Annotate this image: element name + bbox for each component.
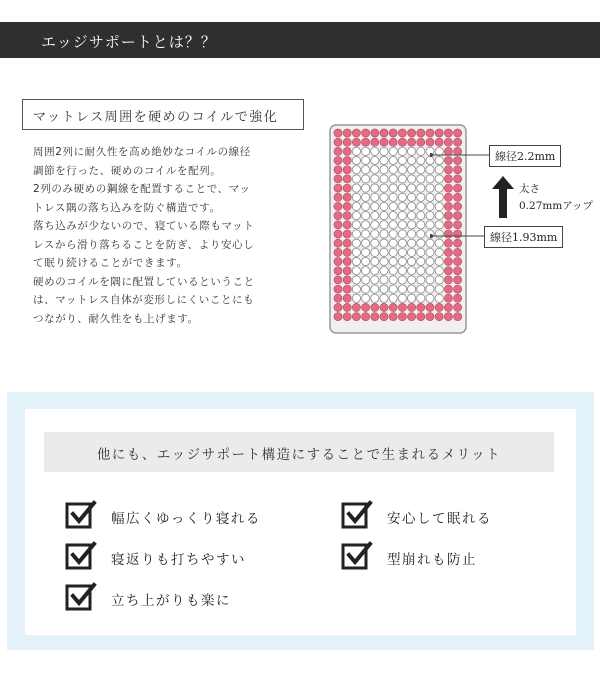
edge-coil bbox=[362, 138, 370, 146]
edge-coil bbox=[343, 156, 351, 164]
inner-coil bbox=[408, 230, 416, 238]
inner-coil bbox=[398, 248, 406, 256]
edge-coil bbox=[417, 129, 425, 137]
edge-coil bbox=[454, 138, 462, 146]
body-line: つながり、耐久性をも上げます。 bbox=[33, 312, 199, 325]
inner-coil bbox=[408, 212, 416, 220]
inner-coil bbox=[352, 239, 360, 247]
inner-coil bbox=[352, 257, 360, 265]
edge-coil bbox=[435, 138, 443, 146]
inner-coil bbox=[426, 248, 434, 256]
inner-coil bbox=[380, 239, 388, 247]
inner-coil bbox=[398, 166, 406, 174]
edge-coil bbox=[362, 313, 370, 321]
inner-coil bbox=[408, 193, 416, 201]
inner-coil bbox=[371, 230, 379, 238]
inner-coil bbox=[398, 184, 406, 192]
inner-coil bbox=[398, 193, 406, 201]
merit-card bbox=[25, 409, 576, 635]
inner-coil bbox=[389, 156, 397, 164]
edge-coil bbox=[380, 129, 388, 137]
edge-coil bbox=[334, 193, 342, 201]
edge-coil bbox=[334, 248, 342, 256]
merit-label: 立ち上がりも楽に bbox=[111, 593, 231, 609]
inner-coil bbox=[389, 257, 397, 265]
edge-coil bbox=[371, 313, 379, 321]
inner-coil bbox=[371, 156, 379, 164]
inner-coil bbox=[408, 285, 416, 293]
note-line2: 0.27mmアップ bbox=[519, 200, 594, 212]
edge-coil bbox=[343, 193, 351, 201]
checkbox-checked-icon bbox=[65, 540, 97, 572]
inner-coil bbox=[380, 166, 388, 174]
subtitle-box bbox=[22, 99, 304, 130]
edge-coil bbox=[454, 294, 462, 302]
inner-coil bbox=[408, 166, 416, 174]
edge-coil bbox=[454, 248, 462, 256]
inner-coil bbox=[417, 230, 425, 238]
inner-coil bbox=[389, 202, 397, 210]
inner-coil bbox=[352, 267, 360, 275]
note-line1: 太さ bbox=[519, 183, 540, 195]
edge-coil bbox=[352, 138, 360, 146]
merit-label: 型崩れも防止 bbox=[387, 552, 477, 568]
body-line: 落ち込みが少ないので、寝ている際もマット bbox=[33, 220, 255, 232]
leader-lines bbox=[430, 147, 492, 247]
body-line: トレス隅の落ち込みを防ぐ構造です。 bbox=[33, 201, 221, 214]
edge-coil bbox=[334, 239, 342, 247]
inner-coil bbox=[362, 175, 370, 183]
inner-coil bbox=[352, 294, 360, 302]
edge-coil bbox=[343, 313, 351, 321]
inner-coil bbox=[417, 184, 425, 192]
edge-coil bbox=[417, 138, 425, 146]
edge-coil bbox=[334, 303, 342, 311]
merit-label: 幅広くゆっくり寝れる bbox=[111, 511, 261, 527]
inner-coil bbox=[371, 239, 379, 247]
inner-coil bbox=[389, 175, 397, 183]
inner-coil bbox=[398, 202, 406, 210]
inner-coil bbox=[417, 257, 425, 265]
edge-coil bbox=[343, 184, 351, 192]
edge-coil bbox=[343, 239, 351, 247]
edge-coil bbox=[444, 257, 452, 265]
inner-coil bbox=[408, 175, 416, 183]
edge-coil bbox=[334, 129, 342, 137]
inner-coil bbox=[408, 239, 416, 247]
edge-coil bbox=[334, 285, 342, 293]
inner-coil bbox=[380, 248, 388, 256]
inner-coil bbox=[426, 276, 434, 284]
header-title: エッジサポートとは？？ bbox=[41, 33, 217, 51]
edge-coil bbox=[334, 230, 342, 238]
edge-coil bbox=[454, 276, 462, 284]
inner-coil bbox=[362, 202, 370, 210]
inner-coil bbox=[417, 267, 425, 275]
merit-title: 他にも、エッジサポート構造にすることで生まれるメリット bbox=[96, 447, 502, 463]
inner-coil bbox=[435, 248, 443, 256]
body-line: レスから滑り落ちることを防ぎ、より安心し bbox=[33, 238, 255, 251]
edge-coil bbox=[334, 184, 342, 192]
inner-coil bbox=[398, 239, 406, 247]
edge-coil bbox=[343, 294, 351, 302]
subtitle: マットレス周囲を硬めのコイルで強化 bbox=[33, 110, 279, 125]
inner-coil bbox=[408, 248, 416, 256]
inner-coil bbox=[371, 147, 379, 155]
inner-coil bbox=[371, 212, 379, 220]
edge-coil bbox=[343, 175, 351, 183]
inner-coil bbox=[380, 193, 388, 201]
inner-coil bbox=[371, 193, 379, 201]
edge-coil bbox=[454, 129, 462, 137]
edge-coil bbox=[334, 257, 342, 265]
edge-coil bbox=[408, 129, 416, 137]
outer-wire-label: 線径2.2mm bbox=[489, 145, 561, 167]
edge-coil bbox=[426, 303, 434, 311]
edge-coil bbox=[398, 313, 406, 321]
inner-coil bbox=[389, 166, 397, 174]
inner-coil bbox=[417, 166, 425, 174]
inner-coil bbox=[417, 156, 425, 164]
edge-coil bbox=[408, 138, 416, 146]
inner-coil bbox=[417, 294, 425, 302]
inner-coil bbox=[398, 175, 406, 183]
edge-coil bbox=[334, 267, 342, 275]
edge-coil bbox=[398, 129, 406, 137]
edge-coil bbox=[343, 166, 351, 174]
edge-coil bbox=[444, 267, 452, 275]
edge-coil bbox=[389, 303, 397, 311]
inner-coil bbox=[389, 239, 397, 247]
edge-coil bbox=[343, 221, 351, 229]
inner-coil bbox=[398, 267, 406, 275]
edge-coil bbox=[343, 230, 351, 238]
edge-coil bbox=[371, 303, 379, 311]
inner-coil bbox=[362, 166, 370, 174]
inner-coil bbox=[362, 267, 370, 275]
edge-coil bbox=[444, 285, 452, 293]
edge-coil bbox=[352, 303, 360, 311]
edge-coil bbox=[334, 166, 342, 174]
inner-coil bbox=[380, 267, 388, 275]
inner-coil bbox=[408, 267, 416, 275]
edge-coil bbox=[398, 138, 406, 146]
edge-coil bbox=[343, 147, 351, 155]
inner-coil bbox=[362, 147, 370, 155]
inner-coil bbox=[389, 285, 397, 293]
inner-coil bbox=[408, 184, 416, 192]
edge-coil bbox=[444, 313, 452, 321]
edge-coil bbox=[417, 313, 425, 321]
inner-coil bbox=[398, 156, 406, 164]
inner-coil bbox=[417, 285, 425, 293]
inner-coil bbox=[362, 212, 370, 220]
inner-coil bbox=[417, 276, 425, 284]
checkbox-checked-icon bbox=[65, 581, 97, 613]
inner-coil bbox=[435, 276, 443, 284]
edge-coil bbox=[343, 276, 351, 284]
inner-coil bbox=[435, 285, 443, 293]
edge-coil bbox=[362, 303, 370, 311]
edge-coil bbox=[444, 248, 452, 256]
edge-coil bbox=[435, 313, 443, 321]
inner-coil bbox=[417, 147, 425, 155]
edge-coil bbox=[444, 294, 452, 302]
inner-coil bbox=[371, 184, 379, 192]
edge-coil bbox=[334, 294, 342, 302]
inner-coil bbox=[417, 221, 425, 229]
edge-coil bbox=[343, 248, 351, 256]
edge-coil bbox=[334, 138, 342, 146]
edge-coil bbox=[444, 276, 452, 284]
inner-coil bbox=[417, 248, 425, 256]
body-line: 2列のみ硬めの鋼線を配置することで、マッ bbox=[33, 183, 251, 195]
inner-coil bbox=[380, 257, 388, 265]
inner-coil bbox=[362, 221, 370, 229]
inner-coil bbox=[362, 276, 370, 284]
body-line: て眠り続けることができます。 bbox=[33, 257, 188, 269]
inner-coil bbox=[352, 156, 360, 164]
inner-coil bbox=[371, 221, 379, 229]
inner-coil bbox=[380, 294, 388, 302]
body-line: 硬めのコイルを隅に配置しているということ bbox=[33, 275, 255, 288]
edge-coil bbox=[343, 138, 351, 146]
inner-coil bbox=[362, 156, 370, 164]
inner-coil bbox=[371, 175, 379, 183]
edge-coil bbox=[362, 129, 370, 137]
inner-coil bbox=[352, 230, 360, 238]
inner-coil bbox=[417, 193, 425, 201]
inner-coil bbox=[408, 257, 416, 265]
inner-coil bbox=[380, 156, 388, 164]
inner-coil bbox=[389, 212, 397, 220]
thickness-note bbox=[519, 181, 593, 215]
edge-coil bbox=[408, 313, 416, 321]
inner-coil bbox=[426, 267, 434, 275]
merit-title-bar bbox=[44, 432, 554, 472]
edge-coil bbox=[435, 129, 443, 137]
inner-coil bbox=[371, 294, 379, 302]
inner-coil bbox=[426, 285, 434, 293]
edge-coil bbox=[371, 138, 379, 146]
inner-coil bbox=[389, 193, 397, 201]
checkbox-checked-icon bbox=[65, 499, 97, 531]
inner-coil bbox=[380, 147, 388, 155]
inner-coil bbox=[380, 285, 388, 293]
body-line: 周囲2列に耐久性を高め絶妙なコイルの線径 bbox=[33, 146, 251, 158]
inner-coil bbox=[380, 212, 388, 220]
edge-coil bbox=[454, 267, 462, 275]
inner-coil bbox=[398, 221, 406, 229]
edge-coil bbox=[334, 156, 342, 164]
inner-coil bbox=[398, 276, 406, 284]
inner-coil bbox=[408, 156, 416, 164]
inner-coil bbox=[380, 230, 388, 238]
edge-coil bbox=[343, 129, 351, 137]
edge-coil bbox=[426, 138, 434, 146]
checkbox-checked-icon bbox=[341, 540, 373, 572]
inner-coil bbox=[362, 285, 370, 293]
inner-coil bbox=[389, 184, 397, 192]
inner-coil bbox=[352, 193, 360, 201]
inner-coil bbox=[352, 175, 360, 183]
edge-coil bbox=[444, 129, 452, 137]
edge-coil bbox=[408, 303, 416, 311]
inner-coil bbox=[380, 184, 388, 192]
inner-coil bbox=[362, 294, 370, 302]
edge-coil bbox=[380, 138, 388, 146]
inner-coil bbox=[408, 202, 416, 210]
inner-coil bbox=[352, 184, 360, 192]
edge-coil bbox=[334, 221, 342, 229]
inner-coil bbox=[371, 257, 379, 265]
inner-coil bbox=[352, 147, 360, 155]
inner-coil bbox=[371, 248, 379, 256]
inner-coil bbox=[417, 212, 425, 220]
edge-coil bbox=[343, 257, 351, 265]
section-header bbox=[0, 22, 600, 58]
edge-coil bbox=[371, 129, 379, 137]
inner-coil bbox=[426, 294, 434, 302]
inner-wire-label: 線径1.93mm bbox=[484, 226, 563, 248]
inner-coil bbox=[380, 221, 388, 229]
inner-coil bbox=[389, 248, 397, 256]
edge-coil bbox=[389, 138, 397, 146]
inner-coil bbox=[435, 294, 443, 302]
edge-coil bbox=[435, 303, 443, 311]
body-line: 調節を行った、硬めのコイルを配列。 bbox=[33, 164, 222, 177]
inner-coil bbox=[408, 276, 416, 284]
edge-coil bbox=[343, 285, 351, 293]
edge-coil bbox=[444, 138, 452, 146]
inner-coil bbox=[398, 147, 406, 155]
merit-label: 安心して眠れる bbox=[387, 511, 492, 527]
edge-coil bbox=[334, 202, 342, 210]
edge-coil bbox=[454, 303, 462, 311]
inner-coil bbox=[380, 202, 388, 210]
inner-coil bbox=[389, 230, 397, 238]
inner-coil bbox=[371, 202, 379, 210]
body-text bbox=[33, 143, 303, 328]
edge-coil bbox=[334, 313, 342, 321]
inner-coil bbox=[417, 202, 425, 210]
edge-coil bbox=[444, 303, 452, 311]
edge-coil bbox=[426, 313, 434, 321]
edge-coil bbox=[398, 303, 406, 311]
inner-coil bbox=[389, 147, 397, 155]
edge-coil bbox=[352, 313, 360, 321]
inner-coil bbox=[389, 267, 397, 275]
inner-coil bbox=[352, 166, 360, 174]
inner-coil bbox=[435, 257, 443, 265]
checkbox-checked-icon bbox=[341, 499, 373, 531]
inner-coil bbox=[371, 166, 379, 174]
inner-coil bbox=[362, 184, 370, 192]
edge-coil bbox=[454, 257, 462, 265]
inner-coil bbox=[352, 212, 360, 220]
inner-coil bbox=[352, 202, 360, 210]
edge-coil bbox=[334, 212, 342, 220]
inner-coil bbox=[362, 230, 370, 238]
inner-coil bbox=[398, 294, 406, 302]
inner-coil bbox=[408, 221, 416, 229]
inner-coil bbox=[408, 147, 416, 155]
edge-coil bbox=[380, 313, 388, 321]
inner-coil bbox=[371, 267, 379, 275]
inner-coil bbox=[352, 285, 360, 293]
inner-coil bbox=[408, 294, 416, 302]
edge-coil bbox=[334, 276, 342, 284]
inner-coil bbox=[380, 175, 388, 183]
edge-coil bbox=[417, 303, 425, 311]
inner-coil bbox=[417, 239, 425, 247]
inner-coil bbox=[371, 285, 379, 293]
body-line: は、マットレス自体が変形しにくいことにも bbox=[33, 294, 255, 306]
edge-coil bbox=[343, 303, 351, 311]
edge-coil bbox=[343, 202, 351, 210]
inner-coil bbox=[389, 294, 397, 302]
inner-coil bbox=[389, 221, 397, 229]
inner-coil bbox=[362, 257, 370, 265]
inner-coil bbox=[398, 212, 406, 220]
edge-coil bbox=[389, 313, 397, 321]
inner-coil bbox=[352, 221, 360, 229]
edge-coil bbox=[334, 175, 342, 183]
edge-coil bbox=[343, 212, 351, 220]
edge-coil bbox=[334, 147, 342, 155]
edge-coil bbox=[352, 129, 360, 137]
edge-coil bbox=[454, 285, 462, 293]
inner-coil bbox=[362, 248, 370, 256]
merit-label: 寝返りも打ちやすい bbox=[111, 552, 246, 568]
inner-coil bbox=[398, 285, 406, 293]
inner-coil bbox=[398, 257, 406, 265]
edge-coil bbox=[426, 129, 434, 137]
inner-coil bbox=[380, 276, 388, 284]
inner-coil bbox=[389, 276, 397, 284]
inner-coil bbox=[362, 239, 370, 247]
edge-coil bbox=[380, 303, 388, 311]
inner-coil bbox=[352, 276, 360, 284]
edge-coil bbox=[389, 129, 397, 137]
edge-coil bbox=[343, 267, 351, 275]
inner-coil bbox=[362, 193, 370, 201]
inner-coil bbox=[435, 267, 443, 275]
inner-coil bbox=[426, 257, 434, 265]
inner-coil bbox=[417, 175, 425, 183]
inner-coil bbox=[398, 230, 406, 238]
arrow-up-icon bbox=[492, 176, 514, 218]
inner-coil bbox=[371, 276, 379, 284]
edge-coil bbox=[454, 313, 462, 321]
inner-coil bbox=[352, 248, 360, 256]
merit-panel bbox=[7, 392, 594, 650]
